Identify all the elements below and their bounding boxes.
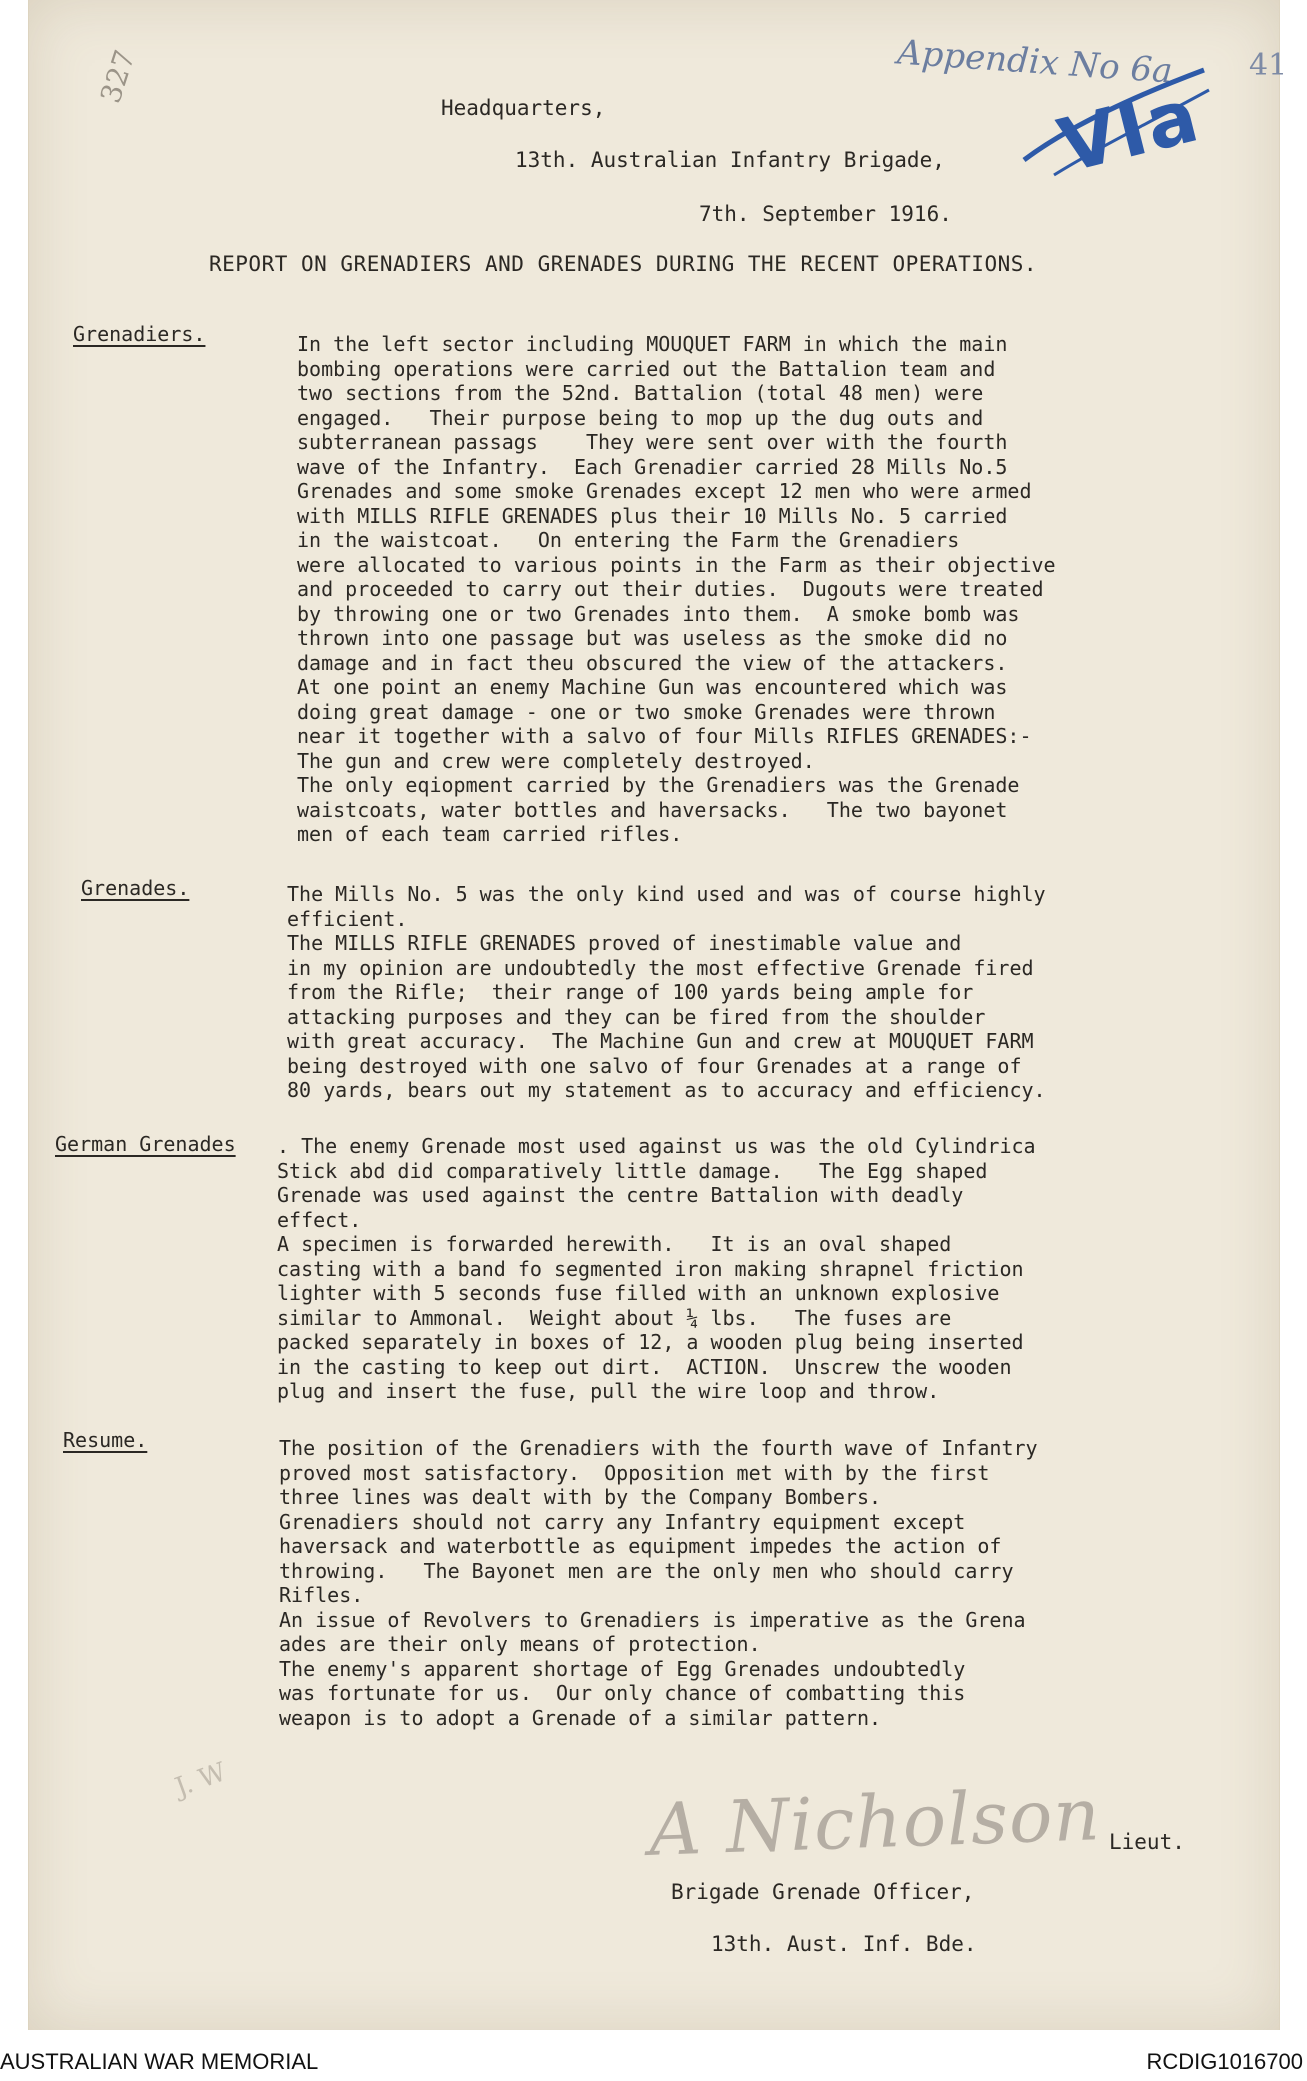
grenades-paragraph (287, 882, 1046, 1103)
paragraph-line: wave of the Infantry. Each Grenadier carried 28 Mills No.5 (297, 454, 1008, 479)
paragraph-line: The enemy's apparent shortage of Egg Grenades undoubtedly (279, 1656, 966, 1681)
paragraph-line: efficient. (287, 906, 408, 931)
footer-source: AUSTRALIAN WAR MEMORIAL (0, 2049, 319, 2074)
paragraph-line: in my opinion are undoubtedly the most effective Grenade fired (287, 955, 1034, 980)
handwritten-margin-note: J. W (171, 1757, 231, 1803)
paragraph-line: A specimen is forwarded herewith. It is an oval shaped (277, 1232, 952, 1256)
section-label-grenades: Grenades. (81, 876, 190, 900)
header-date: 7th. September 1916. (699, 202, 952, 226)
paragraph-line: damage and in fact theu obscured the view of the attackers. (297, 650, 1008, 675)
paragraph-line: plug and insert the fuse, pull the wire loop and throw. (277, 1379, 940, 1403)
paragraph-line: waistcoats, water bottles and haversacks. The two bayonet (297, 797, 1008, 822)
paragraph-line: three lines was dealt with by the Company Bombers. (279, 1485, 882, 1509)
paragraph-line: casting with a band fo segmented iron making shrapnel friction (277, 1256, 1024, 1281)
paragraph-line: thrown into one passage but was useless as the smoke did no (297, 626, 1008, 650)
paragraph-line: two sections from the 52nd. Battalion (total 48 men) were (297, 381, 984, 405)
handwritten-folio-number: 41 (1249, 48, 1288, 83)
signature-unit: 13th. Aust. Inf. Bde. (711, 1932, 977, 1956)
report-title: REPORT ON GRENADIERS AND GRENADES DURING THE RECENT OPERATIONS. (209, 252, 1038, 276)
paragraph-line: proved most satisfactory. Opposition met with by the first (279, 1460, 990, 1485)
paragraph-line: Grenade was used against the centre Battalion with deadly (277, 1183, 964, 1207)
section-label-german-grenades: German Grenades (55, 1132, 236, 1156)
paragraph-line: similar to Ammonal. Weight about ¼ lbs. The fuses are (277, 1305, 952, 1330)
paragraph-line: . The enemy Grenade most used against us was the old Cylindrica (277, 1134, 1036, 1158)
header-headquarters: Headquarters, (441, 96, 606, 120)
paragraph-line: with MILLS RIFLE GRENADES plus their 10 Mills No. 5 carried (297, 503, 1008, 528)
paragraph-line: subterranean passags They were sent over with the fourth (297, 430, 1008, 454)
paragraph-line: were allocated to various points in the Farm as their objective (297, 552, 1056, 577)
paragraph-line: engaged. Their purpose being to mop up the dug outs and (297, 405, 984, 430)
handwritten-corner-note: 327 (93, 45, 142, 108)
paragraph-line: effect. (277, 1207, 362, 1232)
paragraph-line: An issue of Revolvers to Grenadiers is imperative as the Grena (279, 1607, 1026, 1632)
paragraph-line: being destroyed with one salvo of four Grenades at a range of (287, 1053, 1022, 1078)
paragraph-line: 80 yards, bears out my statement as to accuracy and efficiency. (287, 1078, 1046, 1102)
handwritten-stamp-via: VIa (1050, 72, 1209, 190)
paragraph-line: In the left sector including MOUQUET FARM in which the main (297, 332, 1008, 356)
section-label-resume: Resume. (63, 1428, 148, 1452)
signature-rank: Lieut. (1109, 1830, 1185, 1854)
paragraph-line: At one point an enemy Machine Gun was encountered which was (297, 675, 1008, 699)
paragraph-line: The only eqiopment carried by the Grenadiers was the Grenade (297, 773, 1020, 797)
paragraph-line: men of each team carried rifles. (297, 822, 683, 846)
section-label-grenadiers: Grenadiers. (73, 322, 206, 346)
paragraph-line: bombing operations were carried out the Battalion team and (297, 356, 996, 381)
handwritten-appendix-note: Appendix No 6a (895, 32, 1174, 92)
paragraph-line: Grenadiers should not carry any Infantry equipment except (279, 1509, 966, 1534)
paragraph-line: The position of the Grenadiers with the fourth wave of Infantry (279, 1436, 1038, 1460)
paragraph-line: Rifles. (279, 1583, 364, 1607)
paragraph-line: attacking purposes and they can be fired from the shoulder (287, 1004, 986, 1029)
paragraph-line: in the casting to keep out dirt. ACTION. Unscrew the wooden (277, 1354, 1012, 1379)
paragraph-line: by throwing one or two Grenades into them. A smoke bomb was (297, 601, 1020, 626)
signature: A Nicholson (647, 1772, 1102, 1872)
resume-paragraph (279, 1436, 1038, 1730)
paragraph-line: weapon is to adopt a Grenade of a similar pattern. (279, 1705, 882, 1730)
paragraph-line: doing great damage - one or two smoke Grenades were thrown (297, 699, 996, 724)
paragraph-line: in the waistcoat. On entering the Farm the Grenadiers (297, 528, 960, 552)
german-grenades-paragraph (277, 1134, 1036, 1404)
header-brigade: 13th. Australian Infantry Brigade, (515, 148, 945, 172)
paragraph-line: The gun and crew were completely destroyed. (297, 748, 815, 773)
grenadiers-paragraph (297, 332, 1056, 847)
signature-role: Brigade Grenade Officer, (671, 1880, 975, 1904)
paragraph-line: Grenades and some smoke Grenades except 12 men who were armed (297, 479, 1032, 503)
paragraph-line: packed separately in boxes of 12, a wooden plug being inserted (277, 1330, 1024, 1354)
paragraph-line: with great accuracy. The Machine Gun and crew at MOUQUET FARM (287, 1029, 1034, 1053)
paragraph-line: throwing. The Bayonet men are the only men who should carry (279, 1558, 1014, 1583)
paragraph-line: The MILLS RIFLE GRENADES proved of inestimable value and (287, 931, 962, 955)
paragraph-line: ades are their only means of protection. (279, 1632, 761, 1656)
paragraph-line: lighter with 5 seconds fuse filled with an unknown explosive (277, 1281, 1000, 1305)
footer-reference: RCDIG1016700 (1146, 2049, 1303, 2074)
paragraph-line: haversack and waterbottle as equipment impedes the action of (279, 1534, 1002, 1558)
paragraph-line: Stick abd did comparatively little damage. The Egg shaped (277, 1158, 988, 1183)
paragraph-line: and proceeded to carry out their duties. Dugouts were treated (297, 577, 1044, 601)
paragraph-line: near it together with a salvo of four Mills RIFLES GRENADES:- (297, 724, 1032, 748)
paragraph-line: The Mills No. 5 was the only kind used and was of course highly (287, 882, 1046, 906)
paragraph-line: from the Rifle; their range of 100 yards being ample for (287, 980, 974, 1004)
paragraph-line: was fortunate for us. Our only chance of combatting this (279, 1681, 966, 1705)
document-page (28, 0, 1288, 2030)
